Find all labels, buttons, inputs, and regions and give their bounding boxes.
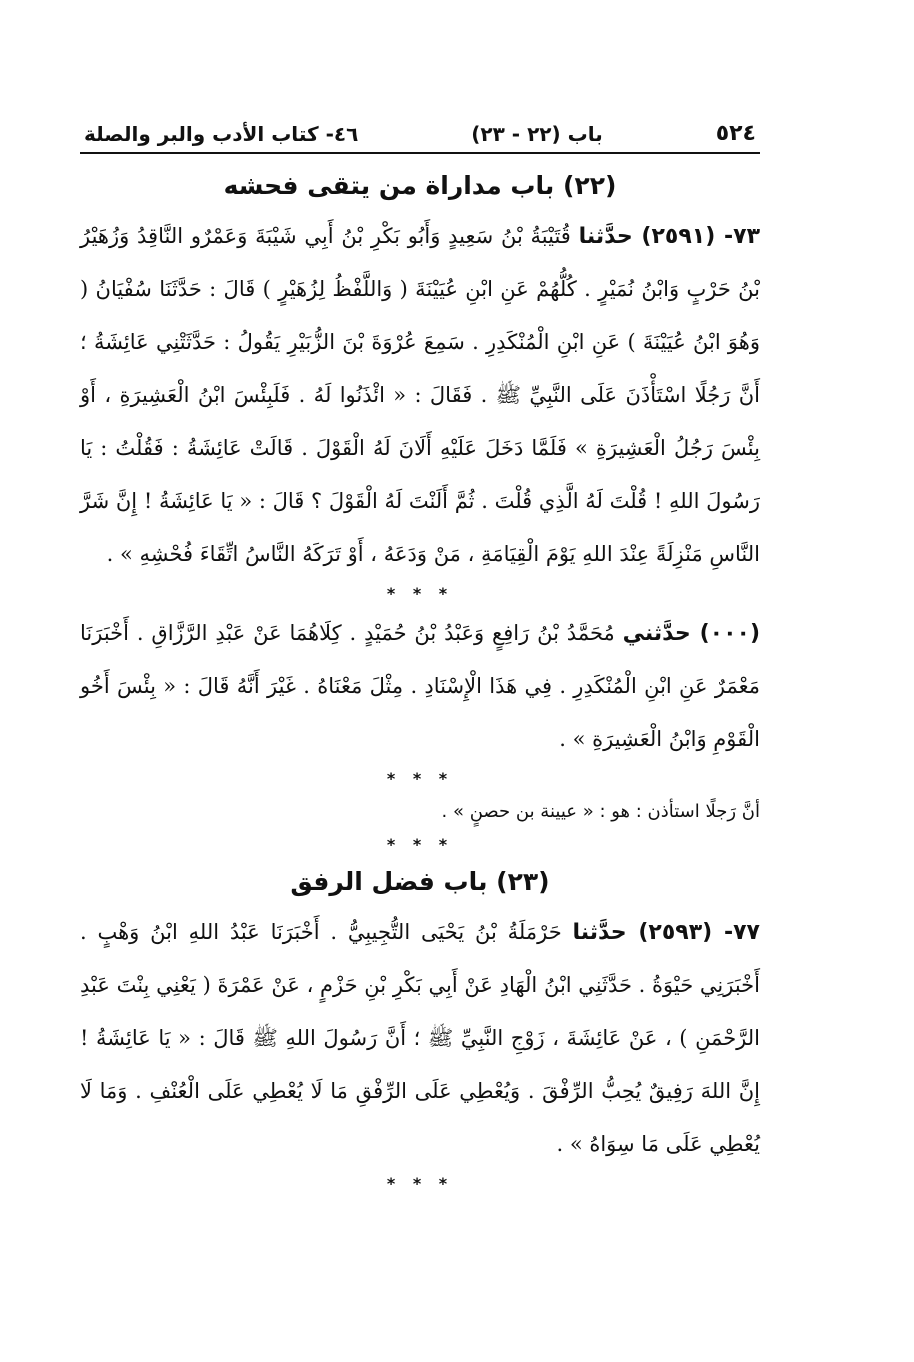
hadith-77-text: حَرْمَلَةُ بْنُ يَحْيَى التُّجِيبِيُّ . أَخْبَرَنَا عَبْدُ اللهِ ابْنُ وَهْبٍ . أَخْبَرَنِي حَيْوَةُ . حَدَّثَنِي ابْنُ الْهَادِ عَنْ أَبِي بَكْرِ بْنِ حَزْمٍ ، عَنْ عَمْرَةَ ( يَعْنِي بِنْتَ عَبْدِ الرَّحْمَنِ ) ، عَنْ عَائِشَةَ ، زَوْجِ النَّبِيِّ ﷺ ؛ أَنَّ رَسُولَ اللهِ ﷺ قَالَ : « يَا عَائِشَةُ ! إِنَّ اللهَ رَفِيقٌ يُحِبُّ الرِّفْقَ . وَيُعْطِي عَلَى الرِّفْقِ مَا لَا يُعْطِي عَلَى الْعُنْفِ . وَمَا لَا يُعْطِي عَلَى مَا سِوَاهُ » . [80,920,760,1156]
hadith-73-text: قُتَيْبَةُ بْنُ سَعِيدٍ وَأَبُو بَكْرِ بْنُ أَبِي شَيْبَةَ وَعَمْرٌو النَّاقِدُ وَزُهَيْرُ بْنُ حَرْبٍ وَابْنُ نُمَيْرٍ . كُلُّهُمْ عَنِ ابْنِ عُيَيْنَةَ ( وَاللَّفْظُ لِزُهَيْرٍ ) قَالَ : حَدَّثَنَا سُفْيَانُ ( وَهُوَ ابْنُ عُيَيْنَةَ ) عَنِ ابْنِ الْمُنْكَدِرِ . سَمِعَ عُرْوَةَ بْنَ الزُّبَيْرِ يَقُولُ : حَدَّثَتْنِي عَائِشَةُ ؛ أَنَّ رَجُلًا اسْتَأْذَنَ عَلَى النَّبِيِّ ﷺ . فَقَالَ : « ائْذَنُوا لَهُ . فَلَبِئْسَ ابْنُ الْعَشِيرَةِ ، أَوْ بِئْسَ رَجُلُ الْعَشِيرَةِ » فَلَمَّا دَخَلَ عَلَيْهِ أَلَانَ لَهُ الْقَوْلَ . قَالَتْ عَائِشَةُ : فَقُلْتُ : يَا رَسُولَ اللهِ ! قُلْتَ لَهُ الَّذِي قُلْتَ . ثُمَّ أَلَنْتَ لَهُ الْقَوْلَ ؟ قَالَ : « يَا عَائِشَةُ ! إِنَّ شَرَّ النَّاسِ مَنْزِلَةً عِنْدَ اللهِ يَوْمَ الْقِيَامَةِ ، مَنْ وَدَعَهُ ، أَوْ تَرَكَهُ النَّاسُ اتِّقَاءَ فُحْشِهِ » . [80,224,760,566]
separator-stars: * * * [386,1174,454,1193]
hadith-73 [80,210,760,581]
hadith-77 [80,906,760,1171]
hadith-73-lead: ٧٣- (٢٥٩١) حدَّثنا [578,224,760,249]
separator-stars: * * * [386,769,454,788]
header-section: باب (٢٢ - ٢٣) [471,122,603,146]
header-book-title: ٤٦- كتاب الأدب والبر والصلة [84,122,359,146]
chapter-23-title: (٢٣) باب فضل الرفق [290,867,550,896]
book-page [80,118,760,1197]
footnote: أنَّ رَجلًا استأذن : هو : « عيينة بن حصنٍ » . [441,801,760,822]
page-number: ٥٢٤ [715,121,756,146]
running-header [80,118,760,154]
separator-stars: * * * [386,584,454,603]
hadith-77-lead: ٧٧- (٢٥٩٣) حدَّثنا [572,920,760,945]
hadith-000-lead: (٠٠٠) حدَّثني [622,621,760,646]
hadith-000-text: مُحَمَّدُ بْنُ رَافِعٍ وَعَبْدُ بْنُ حُمَيْدٍ . كِلَاهُمَا عَنْ عَبْدِ الرَّزَّاقِ . أَخْبَرَنَا مَعْمَرٌ عَنِ ابْنِ الْمُنْكَدِرِ . فِي هَذَا الْإِسْنَادِ . مِثْلَ مَعْنَاهُ . غَيْرَ أَنَّهُ قَالَ : « بِئْسَ أَخُو الْقَوْمِ وَابْنُ الْعَشِيرَةِ » . [80,621,760,751]
hadith-000 [80,607,760,766]
separator-stars: * * * [386,835,454,854]
chapter-22-title: (٢٢) باب مداراة من يتقى فحشه [223,171,617,200]
